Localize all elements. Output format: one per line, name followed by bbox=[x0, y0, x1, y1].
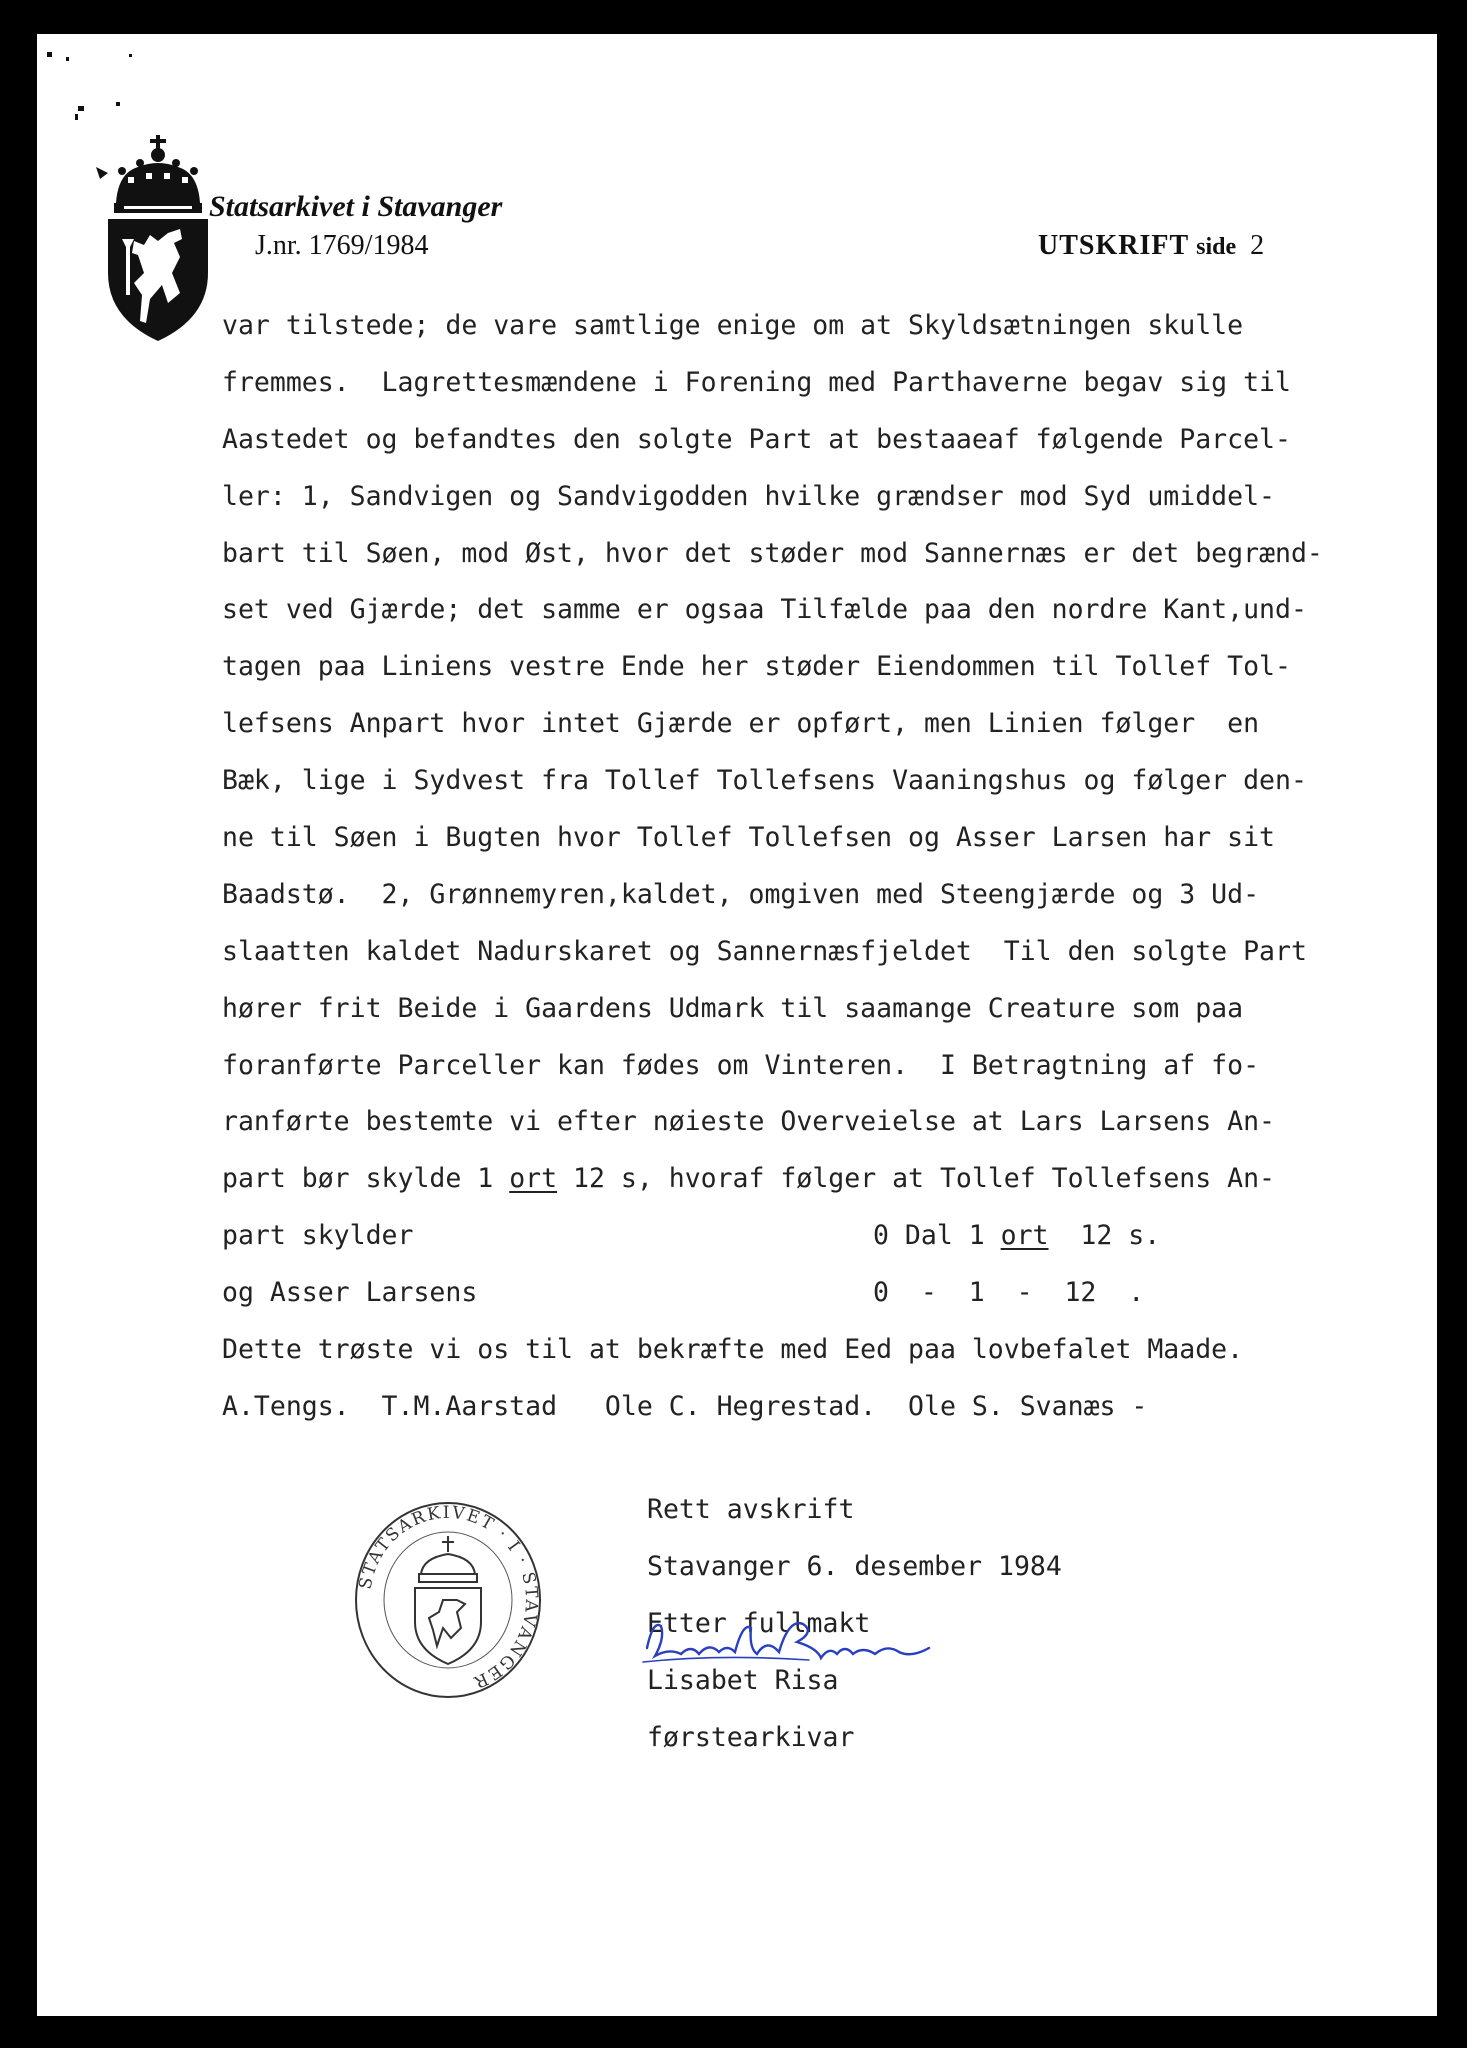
body-line: ranførte bestemte vi efter nøieste Overveielse at Lars Larsens An- bbox=[222, 1106, 1275, 1138]
certification-text: Rett avskrift bbox=[647, 1494, 855, 1525]
utskrift-label: UTSKRIFT bbox=[1038, 230, 1190, 261]
authority-text: Etter fullmakt bbox=[647, 1607, 871, 1639]
body-line-skyld bbox=[222, 1151, 1323, 1208]
document-page bbox=[37, 34, 1437, 2016]
coat-of-arms-icon bbox=[88, 133, 228, 343]
utskrift-header bbox=[1038, 230, 1264, 262]
body-line: var tilstede; de vare samtlige enige om at Skyldsætningen skulle bbox=[222, 310, 1244, 341]
transcript-body bbox=[222, 298, 1323, 1436]
seal-ring-text: STATSARKIVET · I · STAVANGER bbox=[355, 1502, 542, 1693]
signatory-name: Lisabet Risa bbox=[647, 1664, 839, 1696]
skylder-ort-underlined: ort bbox=[1000, 1220, 1049, 1252]
skylder-row bbox=[222, 1208, 1323, 1265]
journal-number: J.nr. 1769/1984 bbox=[255, 230, 429, 261]
body-line: Aastedet og befandtes den solgte Part at bestaaeaf følgende Parcel- bbox=[222, 423, 1291, 455]
signatory-title: førstearkivar bbox=[647, 1721, 855, 1753]
body-line: hører frit Beide i Gaardens Udmark til saamange Creature som paa bbox=[222, 992, 1244, 1024]
body-line: ler: 1, Sandvigen og Sandvigodden hvilke grændser mod Syd umiddel- bbox=[222, 480, 1275, 512]
side-label: side bbox=[1196, 234, 1237, 260]
body-line: slaatten kaldet Nadurskaret og Sannernæsfjeldet Til den solgte Part bbox=[222, 935, 1307, 967]
body-line: tagen paa Liniens vestre Ende her støder Eiendommen til Tollef Tol- bbox=[222, 651, 1291, 683]
body-line: ne til Søen i Bugten hvor Tollef Tollefsen og Asser Larsen har sit bbox=[222, 822, 1275, 854]
body-line: Baadstø. 2, Grønnemyren,kaldet, omgiven med Steengjærde og 3 Ud- bbox=[222, 878, 1260, 910]
skyld-text-a: part bør skylde 1 bbox=[222, 1163, 510, 1195]
signatories-line: A.Tengs. T.M.Aarstad Ole C. Hegrestad. Ole S. Svanæs - bbox=[222, 1390, 1148, 1422]
archive-name: Statsarkivet i Stavanger bbox=[209, 190, 503, 223]
ort-underlined: ort bbox=[509, 1163, 558, 1195]
body-line: set ved Gjærde; det samme er ogsaa Tilfælde paa den nordre Kant,und- bbox=[222, 594, 1307, 626]
body-line: bart til Søen, mod Øst, hvor det støder mod Sannernæs er det begrænd- bbox=[222, 537, 1323, 569]
skylder-value-c: 12 s. bbox=[1048, 1220, 1161, 1252]
page-number: 2 bbox=[1250, 230, 1265, 261]
skylder-label: part skylder bbox=[222, 1220, 414, 1252]
asser-label: og Asser Larsens bbox=[222, 1277, 478, 1309]
body-line: foranførte Parceller kan fødes om Vinteren. I Betragtning af fo- bbox=[222, 1049, 1260, 1081]
handwritten-signature bbox=[639, 1608, 949, 1678]
skylder-value-a: 0 Dal 1 bbox=[873, 1220, 1001, 1252]
body-line: fremmes. Lagrettesmændene i Forening med Parthaverne begav sig til bbox=[222, 366, 1291, 398]
body-line: Bæk, lige i Sydvest fra Tollef Tollefsens Vaaningshus og følger den- bbox=[222, 765, 1307, 797]
asser-value: 0 - 1 - 12 . bbox=[873, 1277, 1145, 1309]
oath-line: Dette trøste vi os til at bekræfte med Eed paa lovbefalet Maade. bbox=[222, 1334, 1244, 1366]
archive-seal-icon bbox=[353, 1500, 543, 1700]
place-date: Stavanger 6. desember 1984 bbox=[647, 1550, 1062, 1582]
asser-row bbox=[222, 1265, 1323, 1322]
body-line: lefsens Anpart hvor intet Gjærde er opført, men Linien følger en bbox=[222, 708, 1260, 740]
skyld-text-c: 12 s, hvoraf følger at Tollef Tollefsens An- bbox=[557, 1163, 1276, 1195]
